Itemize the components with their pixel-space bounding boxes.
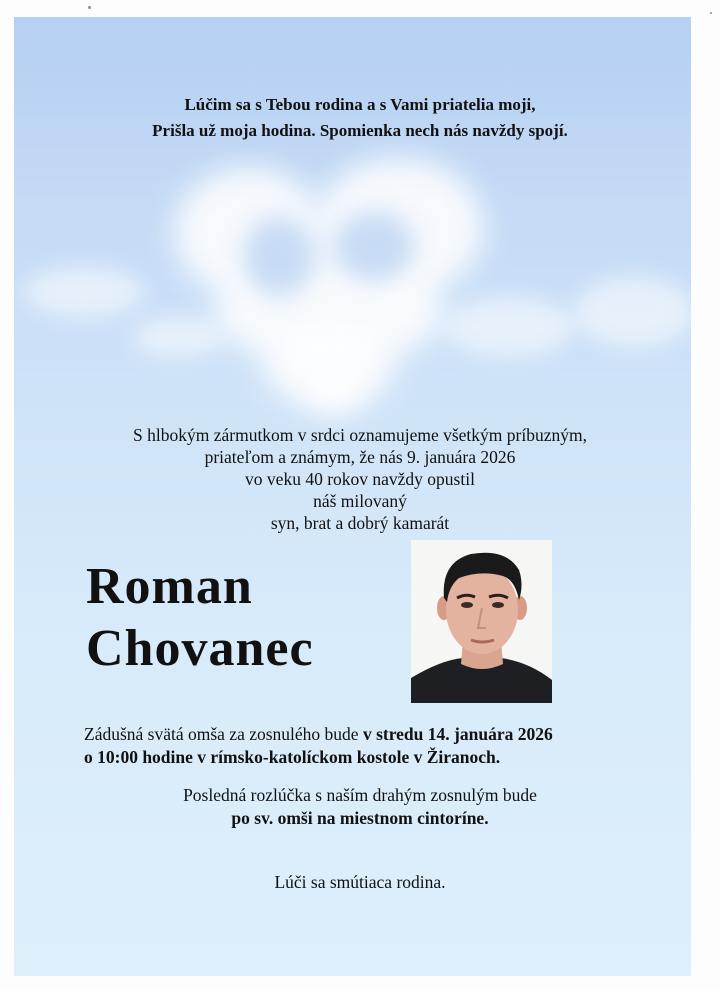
verse-line: Prišla už moja hodina. Spomienka nech nás navždy spojí. <box>152 121 568 140</box>
portrait-photo <box>411 540 552 703</box>
mass-intro: Zádušná svätá omša za zosnulého bude <box>84 724 363 744</box>
farewell-info <box>0 784 720 830</box>
cloud-wisp <box>444 297 574 357</box>
mass-line-1 <box>84 723 553 746</box>
first-name: Roman <box>86 558 253 615</box>
announcement-line: náš milovaný <box>313 491 407 511</box>
portrait-icon <box>411 540 552 703</box>
closing-signature: Lúči sa smútiaca rodina. <box>274 872 446 892</box>
announcement-line: S hlbokým zármutkom v srdci oznamujeme všetkým príbuzným, <box>133 425 587 445</box>
announcement-line: syn, brat a dobrý kamarát <box>270 513 450 533</box>
verse-line: Lúčim sa s Tebou rodina a s Vami priatelia moji, <box>184 95 536 114</box>
cloud-wisp <box>134 317 224 357</box>
announcement-line: priateľom a známym, že nás 9. januára 2026 <box>204 447 516 467</box>
announcement <box>0 424 720 534</box>
mass-info <box>84 723 553 769</box>
last-name: Chovanec <box>86 620 314 677</box>
mass-line-2 <box>84 746 553 769</box>
farewell-place-text: po sv. omši na miestnom cintoríne. <box>231 808 489 828</box>
cloud-wisp <box>24 267 144 317</box>
scan-speck <box>88 6 91 9</box>
announcement-line: vo veku 40 rokov navždy opustil <box>245 469 475 489</box>
verse <box>0 92 720 144</box>
cloud-wisp <box>574 277 691 347</box>
mass-date: v stredu 14. januára 2026 <box>362 724 553 744</box>
mass-time-place: o 10:00 hodine v rímsko-katolíckom kostole v Žiranoch. <box>84 747 501 767</box>
farewell-line: Posledná rozlúčka s naším drahým zosnulým bude <box>183 785 537 805</box>
deceased-name <box>86 556 314 680</box>
farewell-place <box>0 807 720 830</box>
scan-speck <box>710 12 712 14</box>
